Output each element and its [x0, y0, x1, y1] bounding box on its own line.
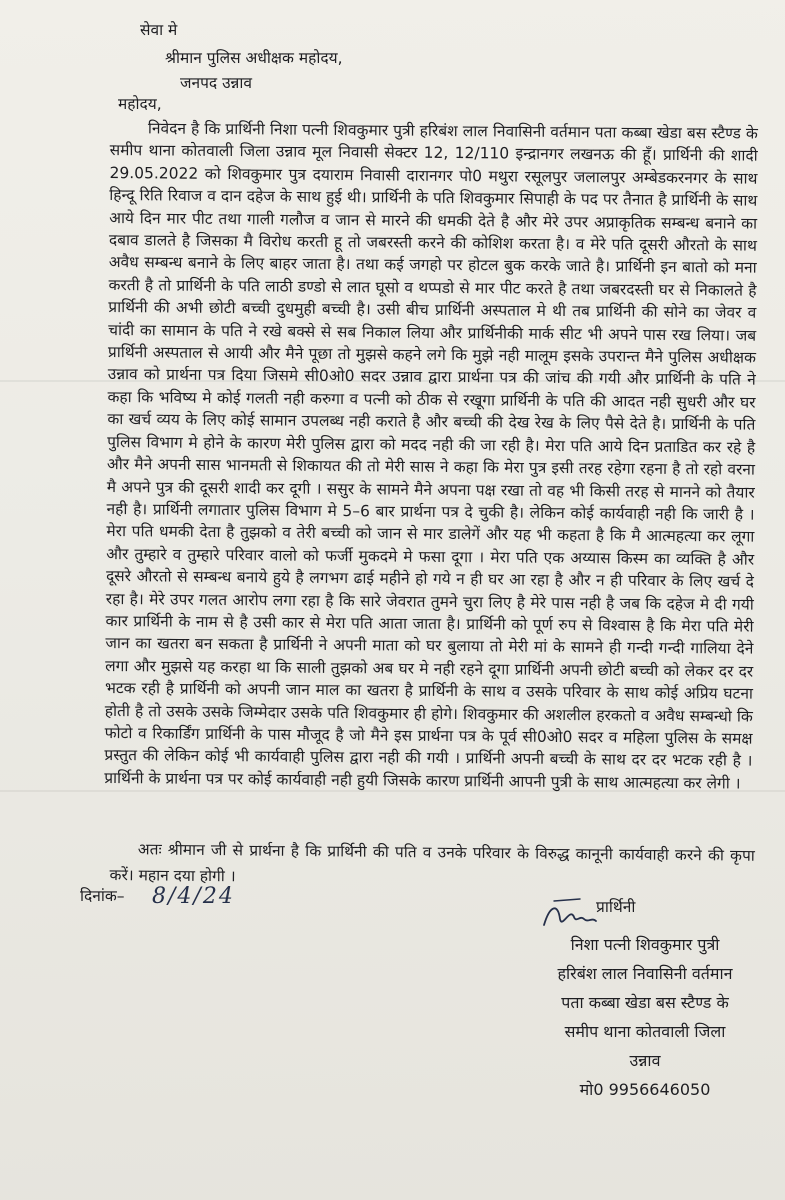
recipient-district: जनपद उन्नाव — [180, 74, 253, 92]
sender-police-station: समीप थाना कोतवाली जिला — [564, 1022, 726, 1041]
date-label: दिनांक– — [80, 887, 125, 905]
letter-body — [104, 117, 758, 795]
signature-mark — [540, 895, 600, 935]
salutation: महोदय, — [118, 95, 162, 113]
body-text: निवेदन है कि प्रार्थिनी निशा पत्नी शिवकुमार पुत्री हरिबंश लाल निवासिनी वर्तमान पता कब्बा खेडा बस स्टैण्ड के समीप थाना कोतवाली जिला उन्नाव मूल निवासी सेक्टर 12, 12/110 इन्द्रानगर लखनऊ की हूँ। प्रार्थिनी की शादी 29.05.2022 को शिवकुमार पुत्र दयाराम निवासी दारानगर पो0 मथुरा रसूलपुर जलालपुर अम्बेडकरनगर के साथ हिन्दू रिति रिवाज व दान दहेज के साथ हुई थी। प्रार्थिनी के पति शिवकुमार सिपाही के पद पर तैनात है प्रार्थिनी के साथ आये दिन मार पीट तथा गाली गलौज व जान से मारने की धमकी देते है और मेरे उपर अप्राकृतिक सम्बन्ध बनाने का दबाव डालते है जिसका मै विरोध करती हू तो जबरस्ती करने की कोशिश करता है। व मेरे पति दूसरी औरतो के साथ अवैध सम्बन्ध बनाने के लिए बाहर जाता है। तथा कई जगहो पर होटल बुक करके जाते है। प्रार्थिनी इन बातो को मना करती है तो प्रार्थिनी के पति लाठी डण्डो से लात घूसो व थप्पडो से मार पीट करते है तथा जबरदस्ती घर से निकालते है प्रार्थिनी की अभी छोटी बच्ची दुधमुही बच्ची है। उसी बीच प्रार्थिनी अस्पताल मे थी तब प्रार्थिनी की सोने का जेवर व चांदी का सामान के पति ने रखे बक्से से सब निकाल लिया और प्रार्थिनीकी मार्क सीट भी अपने पास रख लिया। जब प्रार्थिनी अस्पताल से आयी और मैने पूछा तो मुझसे कहने लगे कि मुझे नही मालूम इसके उपरान्त मैने पुलिस अधीक्षक उन्नाव को प्रार्थना पत्र दिया जिसमे सी0ओ0 सदर उन्नाव द्वारा प्रार्थना पत्र की जांच की गयी और प्रार्थिनी के पति ने कहा कि भविष्य मे कोई गलती नही करुगा व पत्नी को ठीक से रखूगा प्रार्थिनी के पति की आदत नही सुधरी और घर का खर्च व्यय के लिए कोई सामान उपलब्ध नही कराते है और बच्ची की देख रेख के लिए पैसे देते है। प्रार्थिनी के पति पुलिस विभाग मे होने के कारण मेरी पुलिस द्वारा को मदद नही की जा रही है। मेरा पति आये दिन प्रताडित कर रहे है और मैने अपनी सास भानमती से शिकायत की तो मेरी सास ने कहा कि मेरा पुत्र इसी तरह रहेगा रहना है तो रहो वरना मै अपने पुत्र की दूसरी शादी कर दूगी । ससुर के सामने मैने अपना पक्ष रखा तो वह भी किसी तरह से मानने को तैयार नही है। प्रार्थिनी लगातार पुलिस विभाग मे 5–6 बार प्रार्थना पत्र दे चुकी है। लेकिन कोई कार्यवाही नही कि जारी है ।मेरा पति धमकी देता है तुझको व तेरी बच्ची को जान से मार डालेगें और यह भी कहता है कि मै आत्महत्या कर लूगा और तुम्हारे व तुम्हारे परिवार वालो को फर्जी मुकदमे मे फसा दूगा । मेरा पति एक अय्यास किस्म का व्यक्ति है और दूसरे औरतो से सम्बन्ध बनाये हुये है लगभग ढाई महीने हो गये न ही घर आ रहा है और न ही परिवार के लिए खर्च दे रहा है। मेरे उपर गलत आरोप लगा रहा है कि सारे जेवरात तुमने चुरा लिए है मेरे पास नही है जब कि दहेज मे दी गयी कार प्रार्थिनी के नाम से है उसी कार से मेरा पति आता जाता है। प्रार्थिनी को पूर्ण रुप से विश्वास है कि मेरा पति मेरी जान का खतरा बन सकता है प्रार्थिनी ने अपनी माता को घर बुलाया तो मेरी मां के सामने ही गन्दी गन्दी गालिया देने लगा और मुझसे यह करहा था कि साली तुझको अब घर मे नही रहने दूगा प्रार्थिनी अपनी छोटी बच्ची को लेकर दर दर भटक रही है प्रार्थिनी को अपनी जान माल का खतरा है प्रार्थिनी के साथ व उसके परिवार के साथ कोई अप्रिय घटना होती है तो उसके उसके जिम्मेदार उसके पति शिवकुमार ही होगे। शिवकुमार की अशलील हरकतो व अवैध सम्बन्धो कि फोटो व रिकार्डिंग प्रार्थिनी के पास मौजूद है जो मैने इस प्रार्थना पत्र के पूर्व सी0ओ0 सदर व महिला पुलिस के समक्ष प्रस्तुत की लेकिन कोई भी कार्यवाही पुलिस द्वारा नही की गयी । प्रार्थिनी अपनी बच्ची के साथ दर दर भटक रही है । प्रार्थिनी के प्रार्थना पत्र पर कोई कार्यवाही नही हुयी जिसके कारण प्रार्थिनी आपनी पुत्री के साथ आत्महत्या कर लेगी । — [104, 119, 758, 793]
sender-district: उन्नाव — [629, 1051, 661, 1070]
signature-label: प्रार्थिनी — [596, 898, 636, 916]
sender-father: हरिबंश लाल निवासिनी वर्तमान — [557, 964, 733, 983]
handwritten-date: 8/4/24 — [152, 884, 235, 909]
sender-name: निशा पत्नी शिवकुमार पुत्री — [570, 935, 720, 954]
sender-mobile: मो0 9956646050 — [579, 1080, 711, 1099]
closing-text: अतः श्रीमान जी से प्रार्थना है कि प्रार्थिनी की पति व उनके परिवार के विरुद्ध कानूनी कार्यवाही करने की कृपा करें। महान दया होगी । — [109, 840, 755, 886]
sender-block — [525, 930, 765, 1104]
address-to: सेवा मे — [140, 21, 178, 39]
sender-address: पता कब्बा खेडा बस स्टैण्ड के — [561, 993, 729, 1012]
recipient-title: श्रीमान पुलिस अधीक्षक महोदय, — [165, 49, 343, 67]
